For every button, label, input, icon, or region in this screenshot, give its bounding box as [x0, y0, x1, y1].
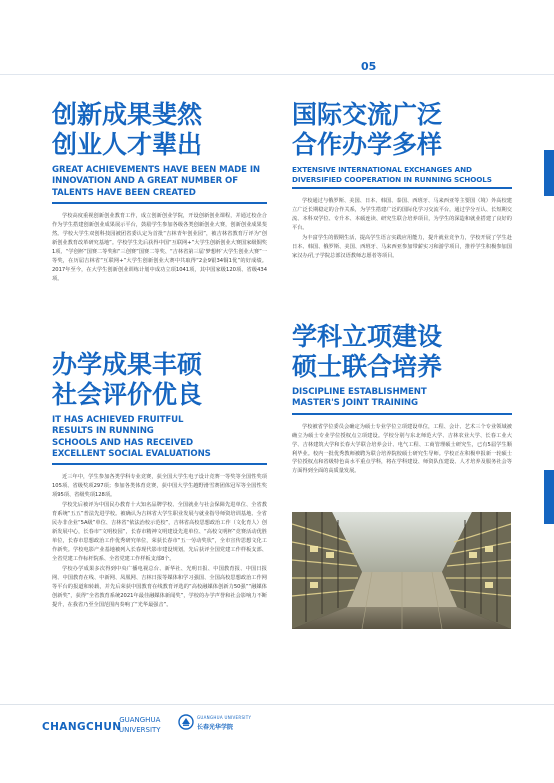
innovation-title-cn-2: 创业人才辈出 [52, 130, 203, 159]
edge-tab-bottom [544, 470, 554, 524]
discipline-title-cn-1: 学科立项建设 [292, 322, 443, 351]
discipline-title-en-1: DISCIPLINE ESTABLISHMENT [292, 387, 427, 397]
footer-university-cn: 长春光华学院 [197, 724, 234, 731]
innovation-title-en-3: TALENTS HAVE BEEN CREATED [52, 187, 196, 198]
results-title-en-3: SCHOOLS AND HAS RECEIVED [52, 437, 194, 448]
international-paragraph-2: 为丰富学生的假期生活，提高学生语言实践应用能力，提升就业竞争力，学校开展了学生赴日本、韩国、俄罗斯、美国、西班牙、马来西亚参加带薪实习和游学项目，推荐学生积极参加国家汉办/孔子学院总部汉语教师志愿者等项目。 [292, 234, 512, 259]
footer-university-en-line-2: UNIVERSITY [119, 725, 161, 734]
results-paragraph-1: 近三年中，学生参加各类学科专业竞赛，获全国大学生电子设计竞赛一等奖等全国性奖项105项、省级奖项297项；参加各类体育竞赛，获中国大学生越野滑雪赛团体冠军等全国性奖项95项、省级奖项128项。 [52, 474, 267, 499]
results-title-en-4: EXCELLENT SOCIAL EVALUATIONS [52, 449, 211, 460]
international-title-en-2: DIVERSIFIED COOPERATION IN RUNNING SCHOOLS [292, 174, 492, 184]
discipline-title-cn-2: 硕士联合培养 [292, 352, 443, 381]
footer-university-small: GUANGHUA UNIVERSITY [197, 715, 252, 720]
international-divider [292, 187, 512, 189]
international-title-en-1: EXTENSIVE INTERNATIONAL EXCHANGES AND [292, 165, 472, 174]
section-discipline [292, 322, 512, 477]
results-title-en-2: RESULTS IN RUNNING [52, 426, 154, 437]
footer-city: CHANGCHUN [42, 721, 122, 733]
results-paragraph-3: 学校办学成果多次得到中央广播电视总台、新华社、光明日报、中国教育报、中国日报网、中国教育在线、中新网、凤凰网、吉林日报等媒体和学习强国、全国高校思想政治工作网等平台的报道和转载，并先后荣获中国教育在线教育评选的“高校融媒体创新力50强”“融媒体创新奖”，获得“全省教育系统2021年最佳融媒体新闻奖”，学校的办学声誉和社会影响力不断提升，在我省乃至全国范围内奏响了“光华最强音”。 [52, 565, 267, 608]
header-divider [0, 74, 554, 75]
discipline-paragraph-1: 学校被省学位委员会确定为硕士专业学位立项建设单位，工程、会计、艺术三个专业领域被确立为硕士专业学位授权点立项建设。学校分别与东北师范大学、吉林农业大学、长春工业大学、吉林建筑大学和长春大学联合培养会计、电气工程、工商管理硕士研究生，已有5届学生顺利毕业。校内一批优秀教师被聘为联合培养院校硕士研究生导师。学校正在积极申报新一轮硕士学位授权点和省级特色高水平重点学科，将在学科建设、师资队伍建设、人才培养及服务社会等方面得到全面的高质量发展。 [292, 423, 512, 475]
innovation-title-cn-1: 创新成果斐然 [52, 100, 203, 129]
footer-divider [0, 704, 554, 705]
innovation-divider [52, 202, 267, 204]
results-title-en-1: IT HAS ACHIEVED FRUITFUL [52, 415, 184, 425]
university-logo-icon [178, 714, 194, 730]
footer-university-en [119, 716, 161, 736]
footer-university-en-line-1: GUANGHUA [119, 716, 161, 724]
section-innovation [52, 100, 267, 285]
discipline-title-en-2: MASTER'S JOINT TRAINING [292, 398, 418, 409]
results-paragraph-2: 学校先后被评为中国民办教育十大知名品牌学校、全国就业与社会保障先进单位、全省教育系统“五五”普法先进学校。被确认为吉林省大学生职业发展与就业指导师资培训基地、全省民办非企业“5A级”单位、吉林省“依法治校示范校”，吉林省高校思想政治工作（文化育人）创新发展中心，长春市“文明校园”，长春市精神文明建设先进单位、“高校文明杯”竞赛活动优胜单位，长春市思想政治工作优秀研究单位，荣获长春市“五一劳动奖状”，全市宣传思想文化工作新奖。学校电影产业基地被列入长春现代影市建设规划，先后获评全国党建工作样板支部、全省党建工作标杆院系、全省党建工作样板支部8个。 [52, 502, 267, 562]
atrium-photo-illustration [292, 512, 511, 629]
results-title-cn-1: 办学成果丰硕 [52, 350, 203, 379]
edge-tab-top [544, 150, 554, 196]
discipline-divider [292, 413, 512, 415]
international-title-cn-2: 合作办学多样 [292, 130, 443, 159]
results-divider [52, 463, 267, 465]
atrium-photo [292, 512, 511, 629]
innovation-paragraph-1: 学校高度重视创新创业教育工作，成立创新创业学院，开设创新创业课程，并通过校企合作为学生搭建创新创业成果展示平台，鼓励学生参加各级各类创新创业大赛，创新创业成果斐然。学校大学生双创科技园被团省委认定为首批“吉林青年创业园”，被吉林省教育厅评为“创新创业教育改革研究基地”。学校学生先后获得中国“互联网+”大学生创新创业大赛国家级铜奖1项、“学创杯”国赛二等奖和“三创赛”国赛二等奖、“吉林省第三届‘梦想杯’大学生创业大赛”一等奖，在历届吉林省“互联网+”大学生创新创业大赛中共取得“2金9银34铜1优”的好成绩。2017年至今，在大学生创新创业训练计划中成功立项1041项，其中国家级120项、省级434项。 [52, 213, 267, 282]
results-title-cn-2: 社会评价优良 [52, 380, 203, 409]
page-number: 05 [361, 60, 377, 73]
innovation-title-en-1: GREAT ACHIEVEMENTS HAVE BEEN MADE IN [52, 165, 261, 175]
international-paragraph-1: 学校通过与俄罗斯、美国、日本、韩国、泰国、西班牙、马来西亚等主要国（境）外高校建立广泛长期稳定的合作关系，为学生搭建广泛的国际化学习交流平台，通过学分互认、长短期交流、本科双学位、专升本、本硕连读、研究生联合培养项目，为学生的深造和就业搭建了良好的平台。 [292, 198, 512, 231]
section-international [292, 100, 512, 262]
innovation-title-en-2: INNOVATION AND A GREAT NUMBER OF [52, 176, 238, 187]
international-title-cn-1: 国际交流广泛 [292, 100, 443, 129]
section-results [52, 350, 267, 610]
